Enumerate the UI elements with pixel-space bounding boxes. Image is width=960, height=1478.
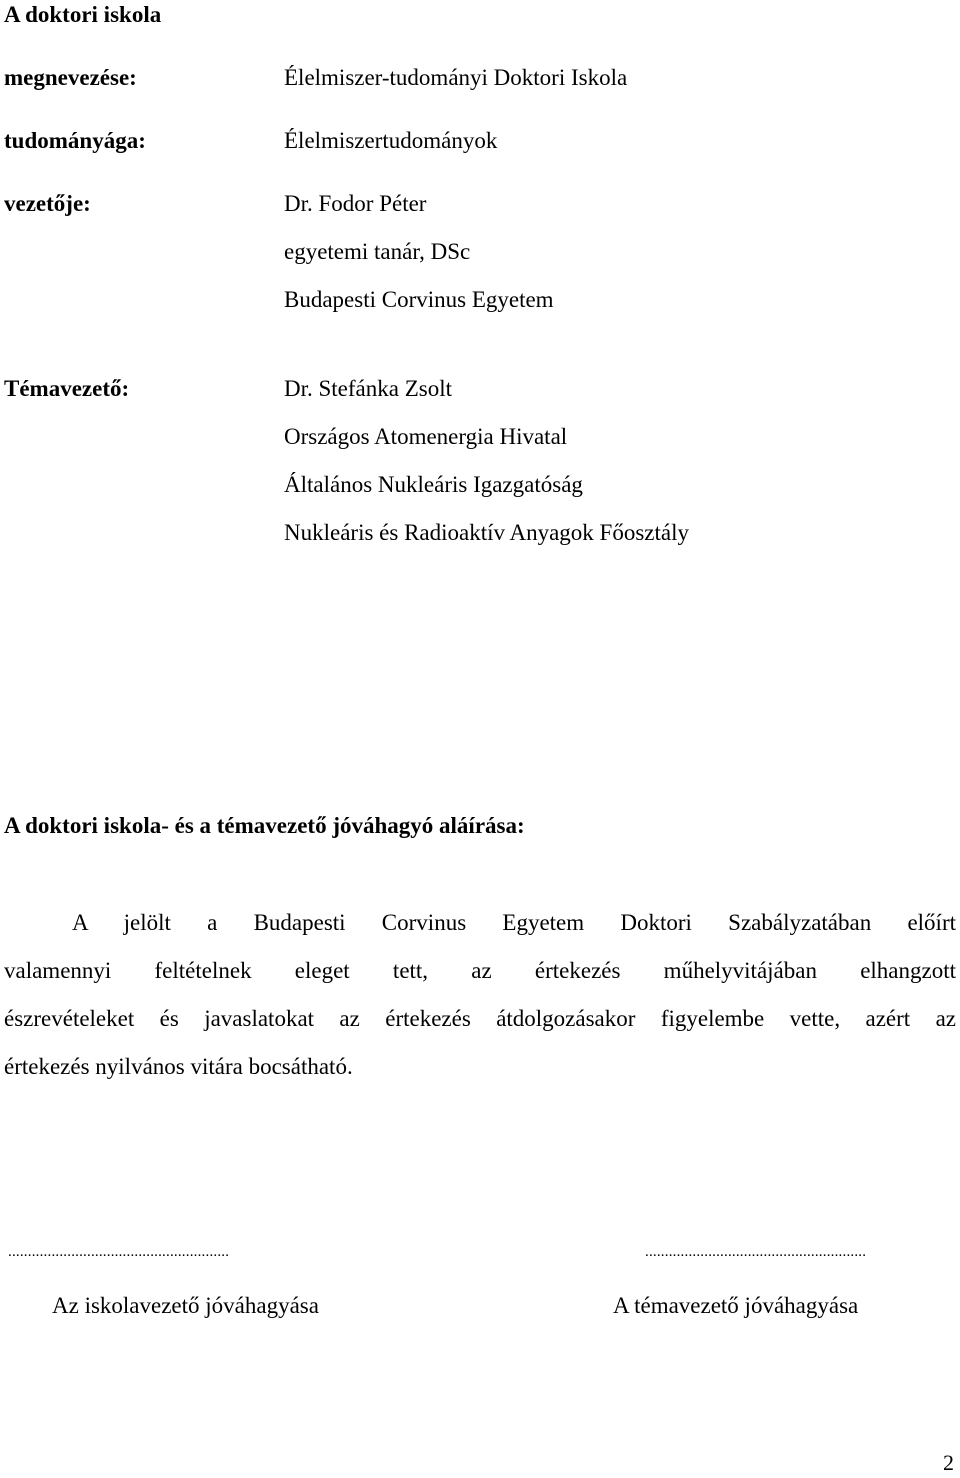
- school-head-label: vezetője:: [4, 191, 91, 216]
- left-signature-line: ........................................................: [8, 1244, 230, 1260]
- school-head-name: Dr. Fodor Péter: [284, 191, 427, 216]
- page-number: 2: [943, 1450, 954, 1475]
- school-name-label: megnevezése:: [4, 65, 137, 90]
- right-signature-label: A témavezető jóváhagyása: [613, 1293, 859, 1318]
- school-field-label: tudományága:: [4, 128, 146, 153]
- school-heading: A doktori iskola: [4, 2, 162, 27]
- supervisor-org-3: Nukleáris és Radioaktív Anyagok Főosztály: [284, 520, 689, 545]
- left-signature-label: Az iskolavezető jóváhagyása: [52, 1293, 319, 1318]
- school-head-title: egyetemi tanár, DSc: [284, 239, 471, 264]
- supervisor-org-2: Általános Nukleáris Igazgatóság: [284, 472, 583, 497]
- approval-paragraph-line-4: értekezés nyilvános vitára bocsátható.: [4, 1054, 353, 1079]
- approval-paragraph-line-1: A jelölt a Budapesti Corvinus Egyetem Doktori Szabályzatában előírt: [72, 910, 956, 935]
- approval-paragraph-line-3: észrevételeket és javaslatokat az értekezés átdolgozásakor figyelembe vette, azért az: [4, 1006, 956, 1031]
- school-head-institution: Budapesti Corvinus Egyetem: [284, 287, 554, 312]
- right-signature-line: ........................................................: [645, 1244, 867, 1260]
- approval-paragraph-line-2: valamennyi feltételnek eleget tett, az értekezés műhelyvitájában elhangzott: [4, 958, 956, 983]
- supervisor-name: Dr. Stefánka Zsolt: [284, 376, 452, 401]
- approval-heading: A doktori iskola- és a témavezető jóváhagyó aláírása:: [4, 813, 525, 838]
- school-name-value: Élelmiszer-tudományi Doktori Iskola: [284, 65, 628, 90]
- supervisor-label: Témavezető:: [4, 376, 130, 401]
- supervisor-org-1: Országos Atomenergia Hivatal: [284, 424, 568, 449]
- school-field-value: Élelmiszertudományok: [284, 128, 498, 153]
